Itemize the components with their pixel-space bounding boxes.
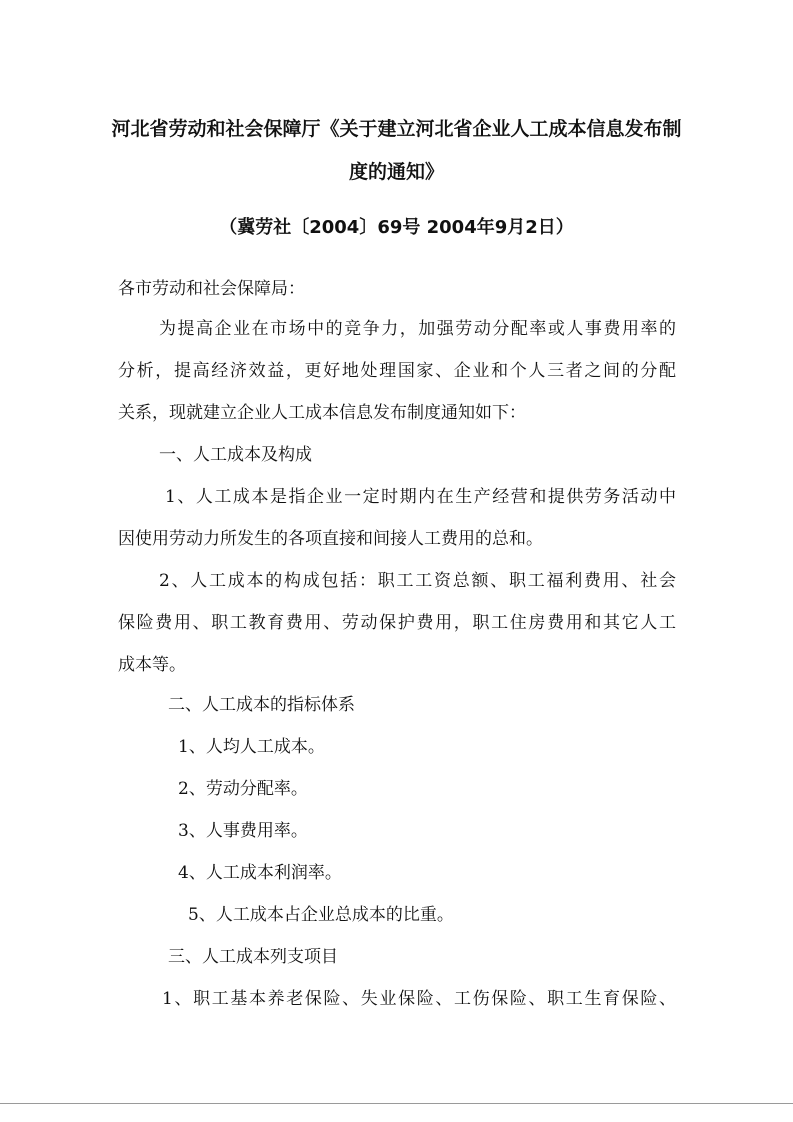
- section-2-item-3: 3、人事费用率。: [178, 821, 308, 841]
- section-2-item-4: 4、人工成本利润率。: [178, 863, 342, 883]
- document-title-line-1: 河北省劳动和社会保障厅《关于建立河北省企业人工成本信息发布制: [111, 118, 682, 140]
- section-2-item-1: 1、人均人工成本。: [178, 737, 325, 757]
- section-1-item-2-line-1: 2、人工成本的构成包括：职工工资总额、职工福利费用、社会: [159, 571, 676, 591]
- section-1-heading: 一、人工成本及构成: [159, 445, 312, 465]
- section-1-item-1-line-2: 因使用劳动力所发生的各项直接和间接人工费用的总和。: [118, 529, 543, 549]
- section-1-item-2-line-2: 保险费用、职工教育费用、劳动保护费用，职工住房费用和其它人工: [118, 613, 676, 633]
- page-bottom-divider: [0, 1103, 793, 1104]
- section-3-heading: 三、人工成本列支项目: [168, 947, 338, 967]
- intro-line-3: 关系，现就建立企业人工成本信息发布制度通知如下：: [118, 403, 526, 423]
- section-1-item-1-line-1: 1、人工成本是指企业一定时期内在生产经营和提供劳务活动中: [165, 487, 676, 507]
- intro-line-2: 分析，提高经济效益，更好地处理国家、企业和个人三者之间的分配: [118, 361, 676, 381]
- section-2-heading: 二、人工成本的指标体系: [168, 695, 355, 715]
- document-title-line-2: 度的通知》: [348, 161, 444, 183]
- section-2-item-5: 5、人工成本占企业总成本的比重。: [188, 905, 454, 925]
- section-2-item-2: 2、劳动分配率。: [178, 779, 308, 799]
- salutation: 各市劳动和社会保障局：: [118, 279, 305, 299]
- section-1-item-2-line-3: 成本等。: [118, 655, 186, 675]
- section-3-item-1-line-1: 1、职工基本养老保险、失业保险、工伤保险、职工生育保险、: [162, 989, 676, 1009]
- intro-line-1: 为提高企业在市场中的竞争力，加强劳动分配率或人事费用率的: [159, 319, 676, 339]
- document-number-date: （冀劳社〔2004〕69号 2004年9月2日）: [219, 217, 574, 238]
